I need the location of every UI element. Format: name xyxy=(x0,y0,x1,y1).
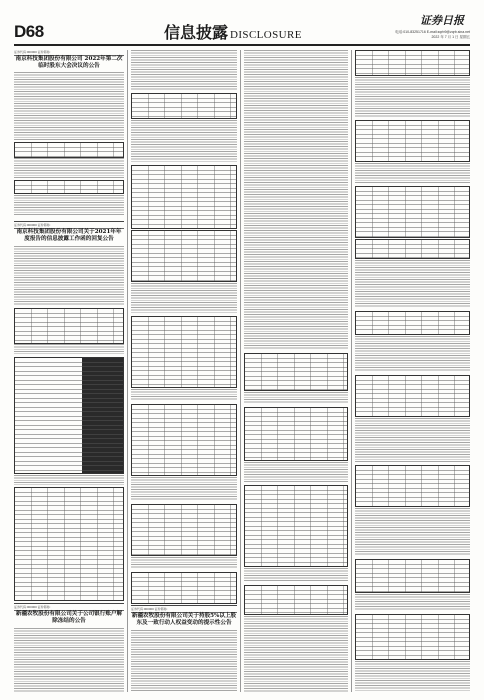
article-body xyxy=(14,475,124,485)
article-code: 证券代码:000000 证券简称: xyxy=(14,605,124,611)
article-code: 证券代码:000000 证券简称: xyxy=(14,223,124,229)
article-body xyxy=(131,557,237,569)
data-table xyxy=(244,407,348,461)
article-body xyxy=(244,568,348,582)
column-separator xyxy=(351,50,352,692)
data-table xyxy=(355,186,470,238)
section-subtitle: DISCLOSURE xyxy=(230,29,302,41)
article-body xyxy=(355,336,470,372)
data-table xyxy=(131,572,237,604)
article-body xyxy=(131,283,237,313)
article-headline: 南京科技集团股份有限公司关于2021年年度报告的信息披露工作函的回复公告 xyxy=(16,229,122,242)
data-table xyxy=(14,357,124,474)
article-divider xyxy=(14,603,124,604)
article-body xyxy=(131,477,237,501)
article-headline: 新疆农牧股份有限公司关于持股5%以上股东及一致行动人权益变动的提示性公告 xyxy=(131,613,237,626)
data-table xyxy=(355,375,470,417)
masthead-meta xyxy=(395,30,470,40)
article-body xyxy=(14,195,124,215)
article-body xyxy=(131,389,237,401)
data-table xyxy=(244,485,348,567)
data-table xyxy=(14,142,124,158)
article-body xyxy=(14,72,124,140)
article-body xyxy=(131,630,237,692)
article-body xyxy=(244,50,348,350)
article-body xyxy=(131,120,237,162)
article-divider xyxy=(14,221,124,222)
article-body xyxy=(355,163,470,183)
column-2 xyxy=(131,50,237,692)
section-title-cn: 信息披露 xyxy=(164,23,229,42)
data-table xyxy=(14,487,124,601)
data-table xyxy=(14,308,124,344)
data-table xyxy=(355,239,470,259)
article-body xyxy=(14,344,124,354)
article-body xyxy=(355,260,470,308)
column-3 xyxy=(244,50,348,692)
data-table xyxy=(355,559,470,593)
article-body xyxy=(131,50,237,90)
article-body xyxy=(14,628,124,692)
article-body xyxy=(355,418,470,462)
article-body xyxy=(14,246,124,306)
column-separator xyxy=(127,50,128,692)
article-body xyxy=(244,462,348,482)
article-headline: 南京科技集团股份有限公司 2022年第二次临时股东大会决议的公告 xyxy=(15,56,123,69)
article-body xyxy=(355,508,470,556)
article-code: 证券代码:000000 证券简称: xyxy=(14,50,124,56)
data-table xyxy=(244,353,348,391)
column-separator xyxy=(240,50,241,692)
newspaper-logo: 证券日报 xyxy=(420,14,464,27)
data-table xyxy=(131,93,237,119)
column-1 xyxy=(14,50,124,692)
page-number: D68 xyxy=(14,22,44,41)
data-table xyxy=(131,316,237,388)
article-code: 证券代码:000000 证券简称: xyxy=(131,607,237,613)
data-table xyxy=(355,614,470,660)
data-table xyxy=(244,585,348,615)
section-title xyxy=(164,20,302,43)
data-table xyxy=(355,465,470,507)
article-divider xyxy=(131,605,237,606)
date-line: 2022 年 7 月 1 日 星期五 xyxy=(431,35,470,39)
data-table xyxy=(131,504,237,556)
data-table xyxy=(355,120,470,162)
column-4 xyxy=(355,50,470,692)
article-body xyxy=(355,594,470,610)
article-headline: 新疆农牧股份有限公司关于公司银行账户解除冻结的公告 xyxy=(15,611,123,624)
masthead xyxy=(14,14,470,46)
data-table xyxy=(131,404,237,476)
data-table xyxy=(131,165,237,229)
article-body xyxy=(355,661,470,692)
article-body xyxy=(244,616,348,692)
data-table xyxy=(14,180,124,194)
article-body xyxy=(244,392,348,404)
contact-line: 电话:010-83251716 E-mail:zqrb9@zqrb.sina.net xyxy=(395,30,470,34)
article-body xyxy=(14,158,124,178)
data-table xyxy=(131,230,237,282)
data-table xyxy=(355,311,470,335)
article-body xyxy=(355,77,470,117)
data-table xyxy=(355,50,470,76)
